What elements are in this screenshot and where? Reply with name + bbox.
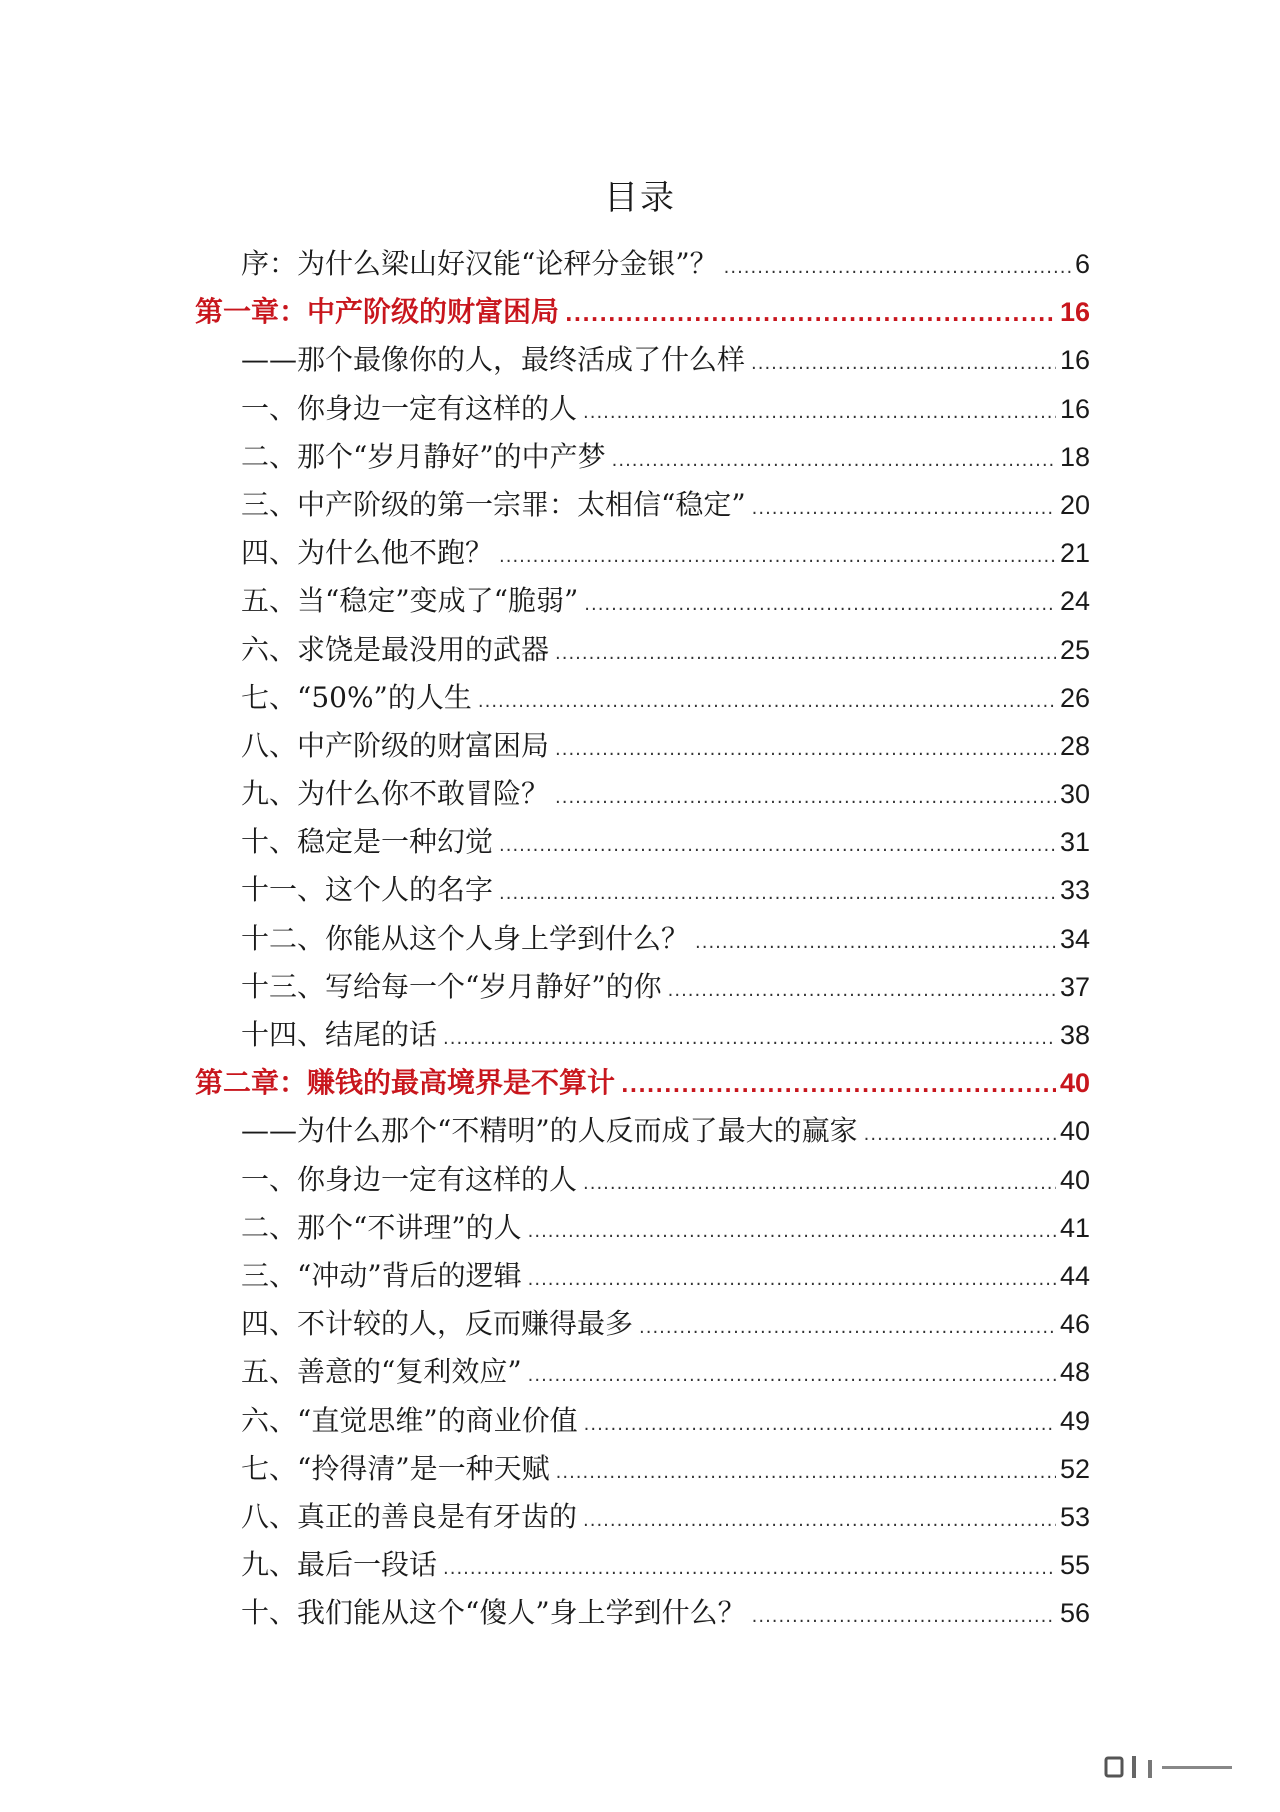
toc-section-entry[interactable] — [195, 770, 1090, 818]
platform-logo-icon — [1102, 1752, 1242, 1782]
toc-section-entry[interactable] — [195, 1493, 1090, 1541]
dot-leader — [724, 244, 1071, 292]
toc-entry-label: 十三、写给每一个“岁月静好”的你 — [241, 969, 662, 1003]
toc-page-number: 26 — [1059, 682, 1090, 713]
toc-page-number: 21 — [1059, 538, 1090, 569]
toc-page-number: 40 — [1059, 1068, 1090, 1099]
dot-leader — [499, 533, 1056, 581]
toc-entry-label: 八、真正的善良是有牙齿的 — [241, 1499, 578, 1533]
toc-entry-label: 十、我们能从这个“傻人”身上学到什么？ — [241, 1596, 746, 1630]
toc-entry-label: 六、“直觉思维”的商业价值 — [241, 1403, 578, 1437]
toc-page-number: 20 — [1059, 489, 1090, 520]
dot-leader — [528, 1208, 1056, 1256]
dot-leader — [528, 1256, 1056, 1304]
toc-page-number: 33 — [1059, 875, 1090, 906]
dot-leader — [864, 1111, 1056, 1159]
toc-page-number: 49 — [1059, 1405, 1090, 1436]
dot-leader — [668, 967, 1056, 1015]
toc-page-number: 25 — [1059, 634, 1090, 665]
toc-entry-label: 九、最后一段话 — [241, 1548, 438, 1582]
toc-page-number: 34 — [1059, 923, 1090, 954]
toc-entry-label: 六、求饶是最没用的武器 — [241, 632, 550, 666]
dot-leader — [555, 726, 1056, 774]
toc-section-entry[interactable] — [195, 240, 1090, 288]
dot-leader — [443, 1015, 1056, 1063]
toc-entry-label: 七、“拎得清”是一种天赋 — [241, 1451, 550, 1485]
dot-leader — [583, 389, 1056, 437]
toc-section-entry[interactable] — [195, 336, 1090, 384]
toc-section-entry[interactable] — [195, 1589, 1090, 1637]
toc-page-number: 40 — [1059, 1116, 1090, 1147]
toc-section-entry[interactable] — [195, 1252, 1090, 1300]
toc-page-number: 46 — [1059, 1309, 1090, 1340]
toc-entry-label: 二、那个“不讲理”的人 — [241, 1210, 522, 1244]
dot-leader — [443, 1545, 1056, 1593]
toc-entry-label: 五、当“稳定”变成了“脆弱” — [241, 584, 579, 618]
toc-section-entry[interactable] — [195, 577, 1090, 625]
dot-leader — [584, 1401, 1056, 1449]
toc-entry-label: 八、中产阶级的财富困局 — [241, 728, 550, 762]
toc-page-number: 48 — [1059, 1357, 1090, 1388]
toc-entry-label: 九、为什么你不敢冒险？ — [241, 777, 550, 811]
toc-section-entry[interactable] — [195, 1541, 1090, 1589]
toc-section-entry[interactable] — [195, 626, 1090, 674]
dot-leader — [499, 822, 1056, 870]
toc-page-number: 24 — [1059, 586, 1090, 617]
toc-section-entry[interactable] — [195, 1011, 1090, 1059]
toc-entry-label: 十一、这个人的名字 — [241, 873, 494, 907]
toc-page-number: 16 — [1059, 393, 1090, 424]
toc-section-entry[interactable] — [195, 866, 1090, 914]
toc-page-number: 55 — [1059, 1550, 1090, 1581]
toc-page-number: 53 — [1059, 1501, 1090, 1532]
toc-page-number: 28 — [1059, 730, 1090, 761]
toc-section-entry[interactable] — [195, 481, 1090, 529]
toc-page-number: 38 — [1059, 1020, 1090, 1050]
toc-section-entry[interactable] — [195, 1300, 1090, 1348]
toc-section-entry[interactable] — [195, 1445, 1090, 1493]
dot-leader — [751, 340, 1056, 388]
dot-leader — [695, 919, 1056, 967]
toc-entry-label: 三、“冲动”背后的逻辑 — [241, 1258, 522, 1292]
toc-section-entry[interactable] — [195, 674, 1090, 722]
dot-leader — [478, 678, 1056, 726]
toc-page-number: 41 — [1059, 1212, 1090, 1243]
toc-entry-label: 十二、你能从这个人身上学到什么？ — [241, 921, 690, 955]
dot-leader — [752, 1593, 1056, 1641]
dot-leader — [565, 290, 1056, 338]
toc-page-number: 44 — [1059, 1260, 1090, 1291]
toc-page-number: 52 — [1059, 1453, 1090, 1484]
toc-entry-label: 四、为什么他不跑？ — [241, 536, 494, 570]
toc-page-number: 31 — [1059, 827, 1090, 858]
toc-page-number: 40 — [1059, 1164, 1090, 1195]
toc-entry-label: 五、善意的“复利效应” — [241, 1355, 522, 1389]
toc-entry-label: 二、那个“岁月静好”的中产梦 — [241, 439, 606, 473]
toc-section-entry[interactable] — [195, 722, 1090, 770]
toc-title: 目录 — [604, 178, 676, 218]
dot-leader — [499, 870, 1056, 918]
toc-section-entry[interactable] — [195, 433, 1090, 481]
dot-leader — [621, 1061, 1056, 1109]
toc-entry-label: 序：为什么梁山好汉能“论秤分金银”？ — [241, 247, 718, 280]
dot-leader — [528, 1352, 1056, 1400]
toc-entry-label: 第一章：中产阶级的财富困局 — [195, 295, 560, 329]
toc-entry-label: 一、你身边一定有这样的人 — [241, 391, 578, 425]
toc-page-number: 6 — [1074, 249, 1090, 279]
dot-leader — [583, 1497, 1056, 1545]
toc-section-entry[interactable] — [195, 818, 1090, 866]
toc-section-entry[interactable] — [195, 1397, 1090, 1445]
toc-page-number: 56 — [1059, 1598, 1090, 1629]
toc-entry-label: 四、不计较的人，反而赚得最多 — [241, 1307, 634, 1341]
toc-page-number: 16 — [1059, 297, 1090, 328]
toc-section-entry[interactable] — [195, 915, 1090, 963]
toc-entry-label: ——为什么那个“不精明”的人反而成了最大的赢家 — [241, 1114, 858, 1148]
toc-entry-label: 十、稳定是一种幻觉 — [241, 825, 494, 859]
toc-page-number: 18 — [1059, 441, 1090, 472]
toc-section-entry[interactable] — [195, 1348, 1090, 1396]
toc-section-entry[interactable] — [195, 385, 1090, 433]
toc-page-number: 37 — [1059, 971, 1090, 1002]
toc-entry-label: 十四、结尾的话 — [241, 1018, 438, 1051]
toc-section-entry[interactable] — [195, 963, 1090, 1011]
dot-leader — [584, 581, 1056, 629]
toc-page-number: 16 — [1059, 345, 1090, 376]
dot-leader — [752, 485, 1056, 533]
dot-leader — [556, 1449, 1056, 1497]
dot-leader — [583, 1160, 1056, 1208]
toc-chapter-entry[interactable] — [195, 288, 1090, 336]
toc-section-entry[interactable] — [195, 1107, 1090, 1155]
toc-entry-label: 三、中产阶级的第一宗罪：太相信“稳定” — [241, 487, 746, 521]
dot-leader — [555, 774, 1056, 822]
toc-entry-label: 第二章：赚钱的最高境界是不算计 — [195, 1066, 616, 1100]
toc-entry-label: ——那个最像你的人，最终活成了什么样 — [241, 343, 746, 377]
toc-page-number: 30 — [1059, 779, 1090, 810]
toc-entry-label: 一、你身边一定有这样的人 — [241, 1162, 578, 1196]
toc-section-entry[interactable] — [195, 1156, 1090, 1204]
toc-section-entry[interactable] — [195, 1204, 1090, 1252]
toc-section-entry[interactable] — [195, 529, 1090, 577]
dot-leader — [555, 630, 1056, 678]
table-of-contents — [195, 240, 1090, 1637]
dot-leader — [612, 437, 1056, 485]
dot-leader — [639, 1304, 1056, 1352]
toc-chapter-entry[interactable] — [195, 1059, 1090, 1107]
toc-entry-label: 七、“50%”的人生 — [241, 680, 472, 714]
